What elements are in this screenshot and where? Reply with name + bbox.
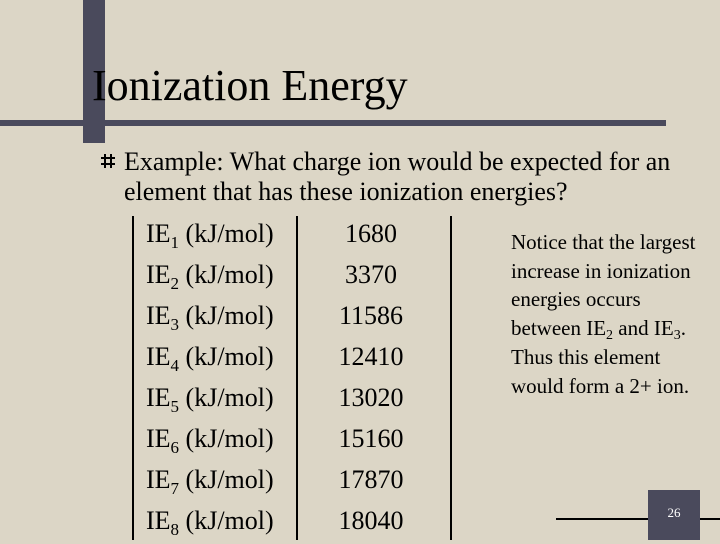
ie-label: $IE_6$ (kJ/mol) — [146, 424, 274, 457]
ie-value: 3370 — [345, 260, 397, 289]
ie-label: $IE_7$ (kJ/mol) — [146, 465, 274, 498]
ie-value: 18040 — [338, 506, 404, 535]
slide-title: Ionization Energy — [92, 61, 408, 110]
ie-value: 11586 — [338, 301, 404, 330]
ie-label: $IE_1$ (kJ/mol) — [146, 219, 274, 252]
table-row — [132, 462, 452, 503]
title-rule — [0, 120, 666, 126]
ie-label: $IE_8$ (kJ/mol) — [146, 506, 274, 539]
table-row — [132, 503, 452, 544]
ie-value: 1680 — [345, 219, 397, 248]
table-row — [132, 216, 452, 257]
explanation-note: Notice that the largest increase in ionization energies occurs between $IE_2$ and $IE_3$. Thus this element would form a 2+ ion. — [511, 230, 696, 398]
ie-label: $IE_4$ (kJ/mol) — [146, 342, 274, 375]
page-number: 26 — [667, 505, 681, 520]
page-number-box — [648, 490, 700, 540]
table-row — [132, 257, 452, 298]
ie-value: 12410 — [338, 342, 404, 371]
table-row — [132, 339, 452, 380]
ie-label: $IE_2$ (kJ/mol) — [146, 260, 274, 293]
table-row — [132, 298, 452, 339]
ie-value: 15160 — [338, 424, 404, 453]
ie-value: 17870 — [338, 465, 404, 494]
table-row — [132, 380, 452, 421]
table-row — [132, 421, 452, 462]
ie-value: 13020 — [338, 383, 404, 412]
ie-label: $IE_5$ (kJ/mol) — [146, 383, 274, 416]
ie-label: $IE_3$ (kJ/mol) — [146, 301, 274, 334]
bullet-icon — [101, 154, 115, 168]
question-text: Example: What charge ion would be expected for an element that has these ionization energies? — [124, 147, 671, 206]
